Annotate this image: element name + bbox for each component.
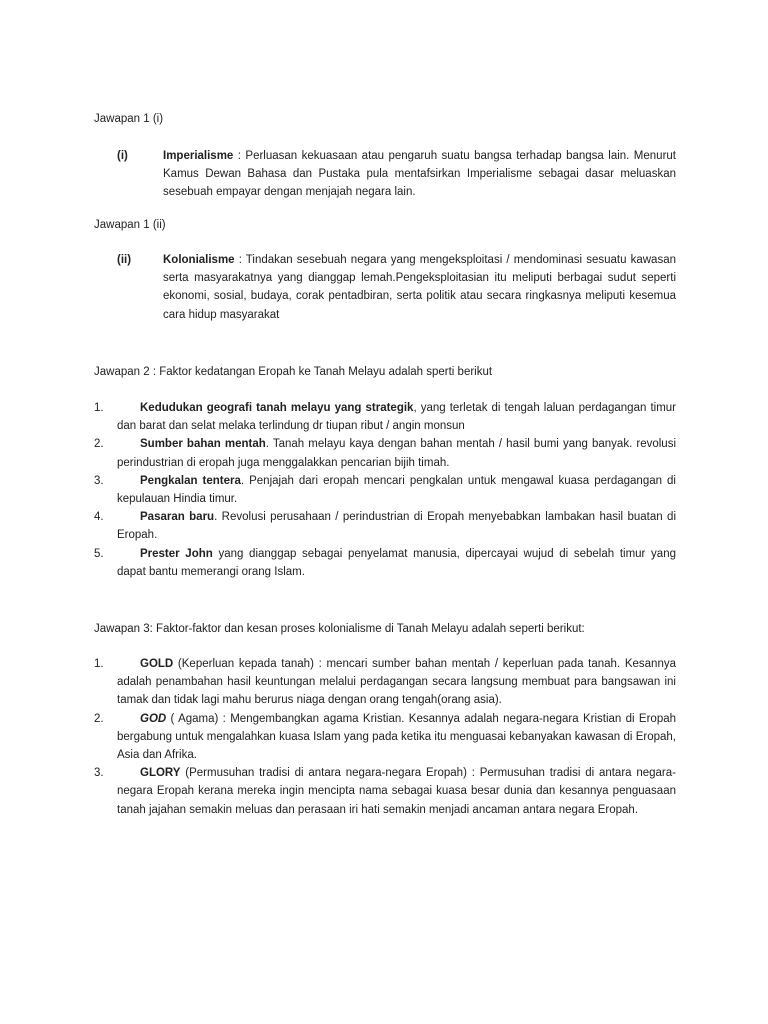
list-number: 5. [94,547,104,560]
list-text: . Tanah melayu kaya dengan bahan mentah / hasil bumi yang banyak. revolusi perindustrian di eropah juga menggalakkan pencarian bijih timah. [117,438,676,469]
list-item [94,399,676,435]
list-text: . Revolusi perusahaan / perindustrian di Eropah menyebabkan lambakan hasil buatan di Eropah. [117,511,676,542]
jawapan-1ii-heading: Jawapan 1 (ii) [94,219,166,231]
jawapan-1ii-paragraph [94,251,676,324]
list-text: . Penjajah dari eropah mencari pengkalan untuk mengawal kuasa perdagangan di kepulauan Hindia timur. [117,474,676,506]
list-number: 1. [94,658,104,670]
list-number: 4. [94,511,104,524]
list-number: 3. [94,474,104,487]
roman-numeral: (i) [117,150,128,162]
jawapan-3-list [94,655,676,819]
definition-text: : Perluasan kekuasaan atau pengaruh suatu bangsa terhadap bangsa lain. Menurut Kamus Dewan Bahasa dan Pustaka pula mentafsirkan Imperialisme sebagai dasar meluaskan sesebuah empayar dengan menjajah negara lain. [163,150,676,199]
list-text: , yang terletak di tengah laluan perdagangan timur dan barat dan selat melaka terlindung dr tiupan ribut / angin monsun [117,402,676,433]
list-term: Prester John [140,547,213,560]
list-item [94,472,676,508]
list-number: 3. [94,767,104,780]
jawapan-1i-paragraph [94,147,676,202]
list-item [94,435,676,471]
list-item [94,764,676,819]
list-number: 2. [94,712,104,725]
definition-text: : Tindakan sesebuah negara yang mengeksploitasi / mendominasi sesuatu kawasan serta masyarakatnya yang dianggap lemah.Pengeksploitasian itu meliputi berbagai sudut seperti ekonomi, sosial, budaya, corak pentadbiran, serta politik atau secara ringkasnya meliputi kesemua cara hidup masyarakat [163,254,676,321]
list-text: yang dianggap sebagai penyelamat manusia, dipercayai wujud di sebelah timur yang dapat bantu memerangi orang Islam. [117,547,676,578]
list-term: Pengkalan tentera [140,474,241,487]
jawapan-3-heading: Jawapan 3: Faktor-faktor dan kesan proses kolonialisme di Tanah Melayu adalah seperti berikut: [94,623,585,635]
list-item [94,655,676,710]
list-text: ( Agama) : Mengembangkan agama Kristian. Kesannya adalah negara-negara Kristian di Eropah bergabung untuk mengalahkan kuasa Islam yang pada ketika itu menguasai kebanyakan kawasan di Eropah, Asia dan Afrika. [117,712,676,762]
list-term: GLORY [140,767,181,780]
list-term: Pasaran baru [140,511,215,524]
list-term: GOLD [140,658,174,670]
term-kolonialisme: Kolonialisme [163,254,235,266]
jawapan-1i-heading: Jawapan 1 (i) [94,113,164,125]
list-term: Kedudukan geografi tanah melayu yang strategik [140,402,414,414]
list-text: (Keperluan kepada tanah) : mencari sumber bahan mentah / keperluan pada tanah. Kesannya adalah penambahan hasil keuntungan melalui perdagangan secara langsung membuat para bangsawan ini tamak dan tidak lagi mahu berurus niaga dengan orang tengah(orang asia). [117,658,676,707]
list-term: Sumber bahan mentah [140,438,266,451]
list-item [94,545,676,581]
list-number: 1. [94,402,104,414]
roman-numeral: (ii) [117,254,132,266]
list-item [94,508,676,544]
list-item [94,710,676,765]
list-term: GOD [140,712,167,725]
list-text: (Permusuhan tradisi di antara negara-negara Eropah) : Permusuhan tradisi di antara negara-negara Eropah kerana mereka ingin mencipta nama sebagai kuasa besar dunia dan kesannya penguasaan tanah jajahan semakin meluas dan perasaan iri hati semakin menjadi ancaman antara negara Eropah. [117,767,676,816]
jawapan-2-list [94,399,676,581]
term-imperialisme: Imperialisme [163,150,234,162]
jawapan-2-heading: Jawapan 2 : Faktor kedatangan Eropah ke Tanah Melayu adalah sperti berikut [94,366,493,378]
list-number: 2. [94,438,104,451]
